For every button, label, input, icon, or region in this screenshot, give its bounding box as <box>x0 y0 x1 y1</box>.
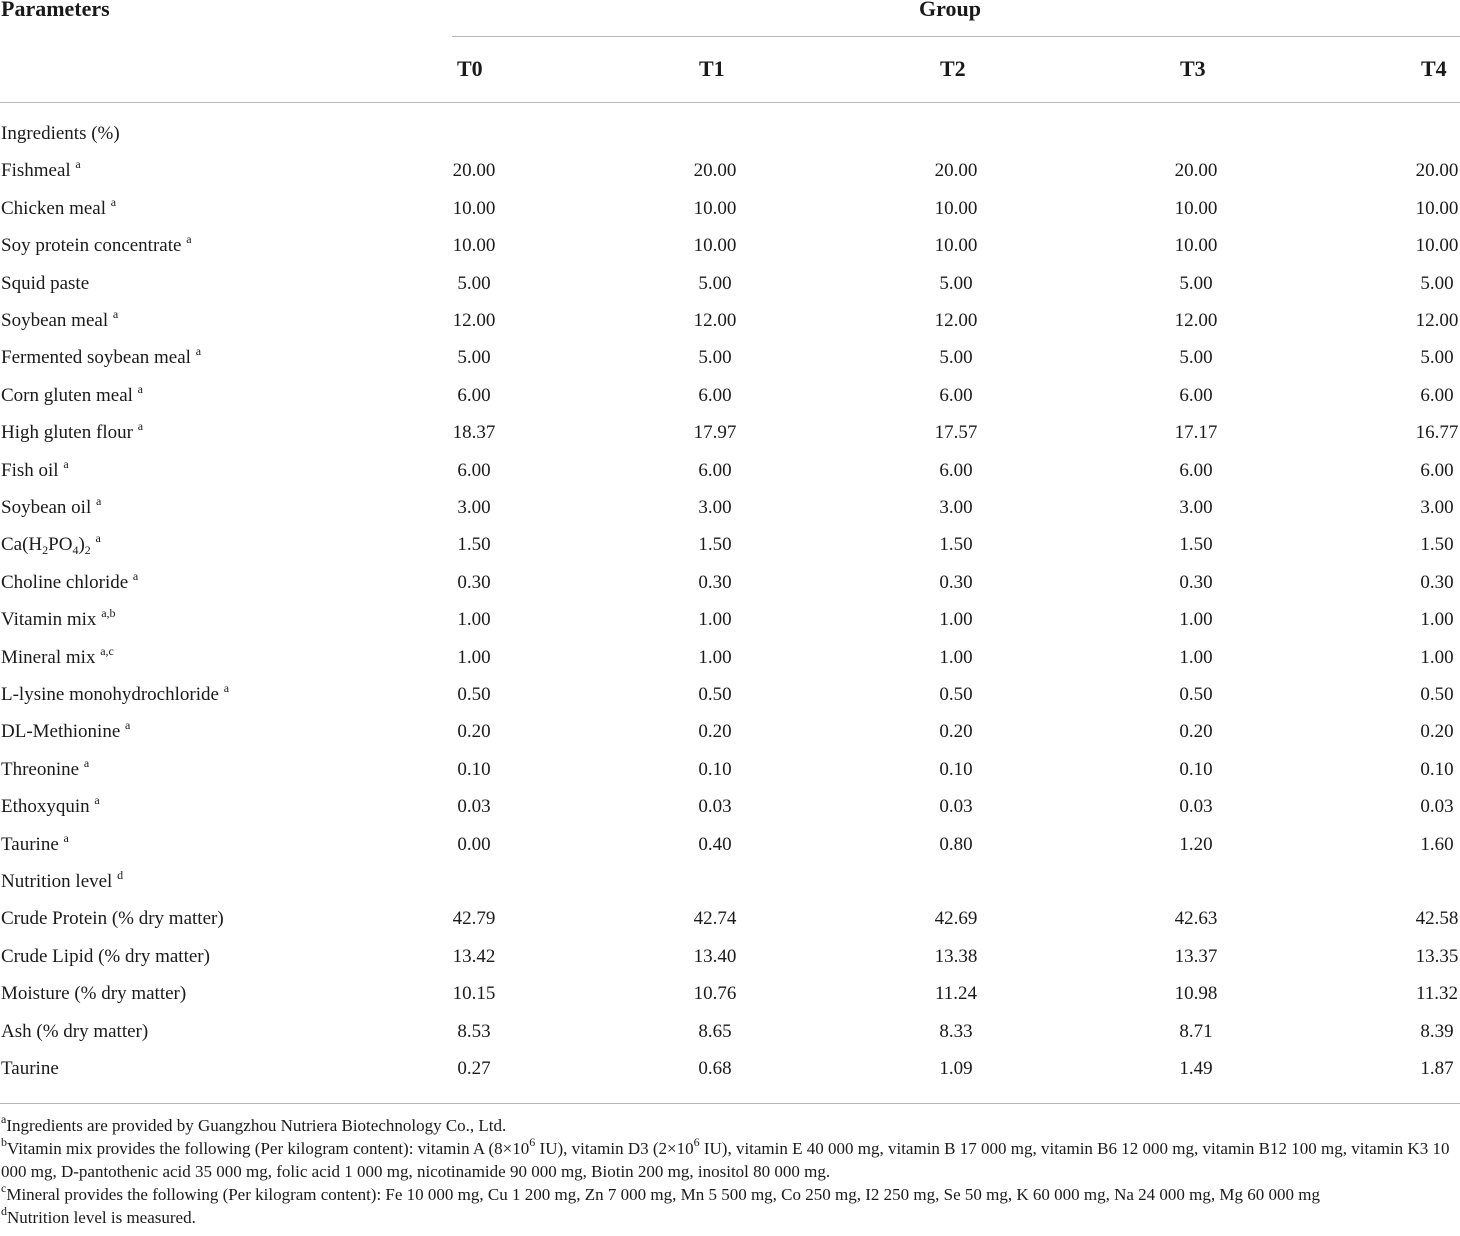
cell-value: 0.50 <box>1420 684 1454 705</box>
cell-value: 20.00 <box>452 160 496 181</box>
cell-value: 0.30 <box>457 572 491 593</box>
cell-value: 42.79 <box>452 908 496 929</box>
cell-value: 5.00 <box>939 273 973 294</box>
cell-value: 1.00 <box>939 647 973 668</box>
cell-value: 0.10 <box>1179 759 1213 780</box>
cell-value: 6.00 <box>698 385 732 406</box>
row-label: High gluten flour $^a$ <box>1 419 144 443</box>
cell-value: 0.30 <box>1179 572 1213 593</box>
table-row <box>0 569 1460 609</box>
column-header-t1: T1 <box>699 56 725 81</box>
cell-value: 6.00 <box>1179 385 1213 406</box>
footnotes <box>1 1114 1459 1229</box>
cell-value: 10.00 <box>1415 235 1459 256</box>
cell-value: 1.00 <box>1420 647 1454 668</box>
table-row <box>0 344 1460 384</box>
table-row <box>0 123 1460 160</box>
cell-value: 6.00 <box>1420 460 1454 481</box>
cell-value: 5.00 <box>939 347 973 368</box>
cell-value: 1.50 <box>1179 534 1213 555</box>
cell-value: 3.00 <box>1420 497 1454 518</box>
table-row <box>0 1021 1460 1058</box>
cell-value: 42.69 <box>934 908 978 929</box>
cell-value: 0.50 <box>939 684 973 705</box>
cell-value: 0.20 <box>698 721 732 742</box>
table-row <box>0 718 1460 758</box>
cell-value: 0.30 <box>939 572 973 593</box>
cell-value: 10.98 <box>1174 983 1218 1004</box>
cell-value: 10.00 <box>1415 198 1459 219</box>
cell-value: 42.74 <box>693 908 737 929</box>
cell-value: 10.00 <box>693 198 737 219</box>
cell-value: 20.00 <box>693 160 737 181</box>
cell-value: 0.50 <box>1179 684 1213 705</box>
row-label: DL-Methionine $^a$ <box>1 718 131 742</box>
cell-value: 0.10 <box>457 759 491 780</box>
table-row <box>0 606 1460 646</box>
cell-value: 0.30 <box>698 572 732 593</box>
row-label: Squid paste <box>1 273 90 294</box>
cell-value: 1.50 <box>698 534 732 555</box>
cell-value: 20.00 <box>1174 160 1218 181</box>
footnote-a: $^a$Ingredients are provided by Guangzhou Nutriera Biotechnology Co., Ltd. <box>1 1112 507 1135</box>
cell-value: 10.00 <box>452 198 496 219</box>
row-label: $Ca(H_2PO_4)_2$ $^a$ <box>1 531 101 557</box>
header-group: Group <box>919 0 981 21</box>
table-row <box>0 457 1460 497</box>
cell-value: 12.00 <box>452 310 496 331</box>
cell-value: 42.63 <box>1174 908 1218 929</box>
cell-value: 12.00 <box>934 310 978 331</box>
row-label: L-lysine monohydrochloride $^a$ <box>1 681 230 705</box>
cell-value: 6.00 <box>698 460 732 481</box>
row-label: Ash (% dry matter) <box>1 1021 149 1042</box>
cell-value: 6.00 <box>457 460 491 481</box>
cell-value: 1.50 <box>1420 534 1454 555</box>
cell-value: 0.68 <box>698 1058 732 1079</box>
table-row <box>0 756 1460 796</box>
cell-value: 6.00 <box>939 385 973 406</box>
table-row <box>0 831 1460 871</box>
table-row <box>0 494 1460 534</box>
cell-value: 13.40 <box>693 946 737 967</box>
table-row <box>0 793 1460 833</box>
cell-value: 12.00 <box>1415 310 1459 331</box>
cell-value: 10.00 <box>934 235 978 256</box>
column-header-t2: T2 <box>940 56 966 81</box>
cell-value: 1.00 <box>698 609 732 630</box>
row-label: Chicken meal $^a$ <box>1 195 117 219</box>
table-row <box>0 195 1460 235</box>
cell-value: 12.00 <box>1174 310 1218 331</box>
table-row <box>0 157 1460 197</box>
cell-value: 16.77 <box>1415 422 1459 443</box>
cell-value: 0.10 <box>1420 759 1454 780</box>
cell-value: 0.10 <box>939 759 973 780</box>
cell-value: 8.71 <box>1179 1021 1213 1042</box>
cell-value: 13.37 <box>1174 946 1218 967</box>
cell-value: 0.03 <box>939 796 973 817</box>
cell-value: 0.20 <box>939 721 973 742</box>
bottom-rule <box>0 1103 1460 1104</box>
table-row <box>0 681 1460 721</box>
cell-value: 10.15 <box>452 983 496 1004</box>
cell-value: 5.00 <box>1420 273 1454 294</box>
footnote-b: $^b$Vitamin mix provides the following (Per kilogram content): vitamin A ($8\times 10^6$ IU), vitamin D3 ($2\times 10^6$ IU), vitamin E 40 000 mg, vitamin B 17 000 mg, vitamin B6 12 000 mg, vitamin B12 100 mg, vitamin K3 10 000 mg, D-pantothenic acid 35 000 mg, folic acid 1 000 mg, nicotinamide 90 000 mg, Biotin 200 mg, inositol 80 000 mg. <box>1 1135 1450 1181</box>
cell-value: 1.87 <box>1420 1058 1454 1079</box>
cell-value: 17.57 <box>934 422 978 443</box>
cell-value: 8.33 <box>939 1021 973 1042</box>
cell-value: 0.03 <box>1179 796 1213 817</box>
cell-value: 10.00 <box>934 198 978 219</box>
table-row <box>0 1058 1460 1095</box>
cell-value: 13.35 <box>1415 946 1459 967</box>
row-label: Moisture (% dry matter) <box>1 983 187 1004</box>
cell-value: 1.09 <box>939 1058 973 1079</box>
cell-value: 8.53 <box>457 1021 491 1042</box>
row-label: Soy protein concentrate $^a$ <box>1 232 192 256</box>
cell-value: 1.00 <box>457 609 491 630</box>
column-header-t3: T3 <box>1180 56 1206 81</box>
row-label: Fishmeal $^a$ <box>1 157 81 181</box>
cell-value: 3.00 <box>698 497 732 518</box>
cell-value: 0.50 <box>457 684 491 705</box>
cell-value: 20.00 <box>934 160 978 181</box>
cell-value: 1.00 <box>939 609 973 630</box>
row-label: Soybean oil $^a$ <box>1 494 102 518</box>
cell-value: 20.00 <box>1415 160 1459 181</box>
cell-value: 6.00 <box>939 460 973 481</box>
cell-value: 1.00 <box>457 647 491 668</box>
column-header-t0: T0 <box>457 56 483 81</box>
footnote-d: $^d$Nutrition level is measured. <box>1 1204 196 1227</box>
cell-value: 1.50 <box>939 534 973 555</box>
cell-value: 3.00 <box>939 497 973 518</box>
cell-value: 3.00 <box>1179 497 1213 518</box>
header-parameters: Parameters <box>1 0 110 21</box>
row-label: Crude Protein (% dry matter) <box>1 908 224 929</box>
cell-value: 0.00 <box>457 834 491 855</box>
table-row <box>0 908 1460 945</box>
row-label: Ingredients (%) <box>1 123 120 144</box>
cell-value: 1.00 <box>1179 647 1213 668</box>
table-row <box>0 983 1460 1020</box>
table-row <box>0 382 1460 422</box>
cell-value: 5.00 <box>1179 273 1213 294</box>
row-label: Ethoxyquin $^a$ <box>1 793 100 817</box>
cell-value: 17.17 <box>1174 422 1218 443</box>
cell-value: 10.00 <box>693 235 737 256</box>
cell-value: 17.97 <box>693 422 737 443</box>
cell-value: 0.20 <box>457 721 491 742</box>
cell-value: 12.00 <box>693 310 737 331</box>
row-label: Threonine $^a$ <box>1 756 90 780</box>
cell-value: 6.00 <box>1420 385 1454 406</box>
cell-value: 5.00 <box>698 347 732 368</box>
cell-value: 5.00 <box>1179 347 1213 368</box>
cell-value: 10.76 <box>693 983 737 1004</box>
cell-value: 8.39 <box>1420 1021 1454 1042</box>
cell-value: 1.49 <box>1179 1058 1213 1079</box>
cell-value: 0.40 <box>698 834 732 855</box>
cell-value: 0.50 <box>698 684 732 705</box>
row-label: Vitamin mix $^{a,b}$ <box>1 606 116 630</box>
cell-value: 0.03 <box>698 796 732 817</box>
cell-value: 0.80 <box>939 834 973 855</box>
cell-value: 10.00 <box>1174 198 1218 219</box>
cell-value: 1.20 <box>1179 834 1213 855</box>
cell-value: 13.42 <box>452 946 496 967</box>
table-row <box>0 946 1460 983</box>
cell-value: 42.58 <box>1415 908 1459 929</box>
cell-value: 5.00 <box>1420 347 1454 368</box>
cell-value: 0.20 <box>1179 721 1213 742</box>
cell-value: 11.32 <box>1415 983 1459 1004</box>
cell-value: 5.00 <box>457 347 491 368</box>
cell-value: 6.00 <box>457 385 491 406</box>
row-label: Fish oil $^a$ <box>1 457 69 481</box>
cell-value: 0.03 <box>1420 796 1454 817</box>
cell-value: 1.60 <box>1420 834 1454 855</box>
table-row <box>0 419 1460 459</box>
group-rule <box>452 36 1460 37</box>
cell-value: 1.00 <box>698 647 732 668</box>
table-row <box>0 531 1460 571</box>
row-label: Taurine <box>1 1058 59 1079</box>
table-row <box>0 307 1460 347</box>
cell-value: 8.65 <box>698 1021 732 1042</box>
row-label: Fermented soybean meal $^a$ <box>1 344 202 368</box>
cell-value: 1.50 <box>457 534 491 555</box>
cell-value: 13.38 <box>934 946 978 967</box>
header-rule <box>0 102 1460 103</box>
row-label: Choline chloride $^a$ <box>1 569 139 593</box>
row-label: Corn gluten meal $^a$ <box>1 382 143 406</box>
cell-value: 6.00 <box>1179 460 1213 481</box>
cell-value: 0.30 <box>1420 572 1454 593</box>
cell-value: 0.10 <box>698 759 732 780</box>
table-row <box>0 273 1460 310</box>
cell-value: 5.00 <box>457 273 491 294</box>
cell-value: 5.00 <box>698 273 732 294</box>
footnote-c: $^c$Mineral provides the following (Per kilogram content): Fe 10 000 mg, Cu 1 200 mg, Zn 7 000 mg, Mn 5 500 mg, Co 250 mg, I2 250 mg, Se 50 mg, K 60 000 mg, Na 24 000 mg, Mg 60 000 mg <box>1 1181 1320 1204</box>
cell-value: 1.00 <box>1420 609 1454 630</box>
row-label: Crude Lipid (% dry matter) <box>1 946 210 967</box>
table-row <box>0 644 1460 684</box>
cell-value: 3.00 <box>457 497 491 518</box>
column-header-t4: T4 <box>1421 56 1447 81</box>
row-label: Nutrition level $^d$ <box>1 868 124 892</box>
cell-value: 0.03 <box>457 796 491 817</box>
cell-value: 0.27 <box>457 1058 491 1079</box>
row-label: Taurine $^a$ <box>1 831 69 855</box>
cell-value: 10.00 <box>452 235 496 256</box>
cell-value: 18.37 <box>452 422 496 443</box>
row-label: Soybean meal $^a$ <box>1 307 119 331</box>
cell-value: 10.00 <box>1174 235 1218 256</box>
table-row <box>0 868 1460 908</box>
cell-value: 0.20 <box>1420 721 1454 742</box>
cell-value: 11.24 <box>934 983 978 1004</box>
cell-value: 1.00 <box>1179 609 1213 630</box>
row-label: Mineral mix $^{a,c}$ <box>1 644 114 668</box>
table-row <box>0 232 1460 272</box>
